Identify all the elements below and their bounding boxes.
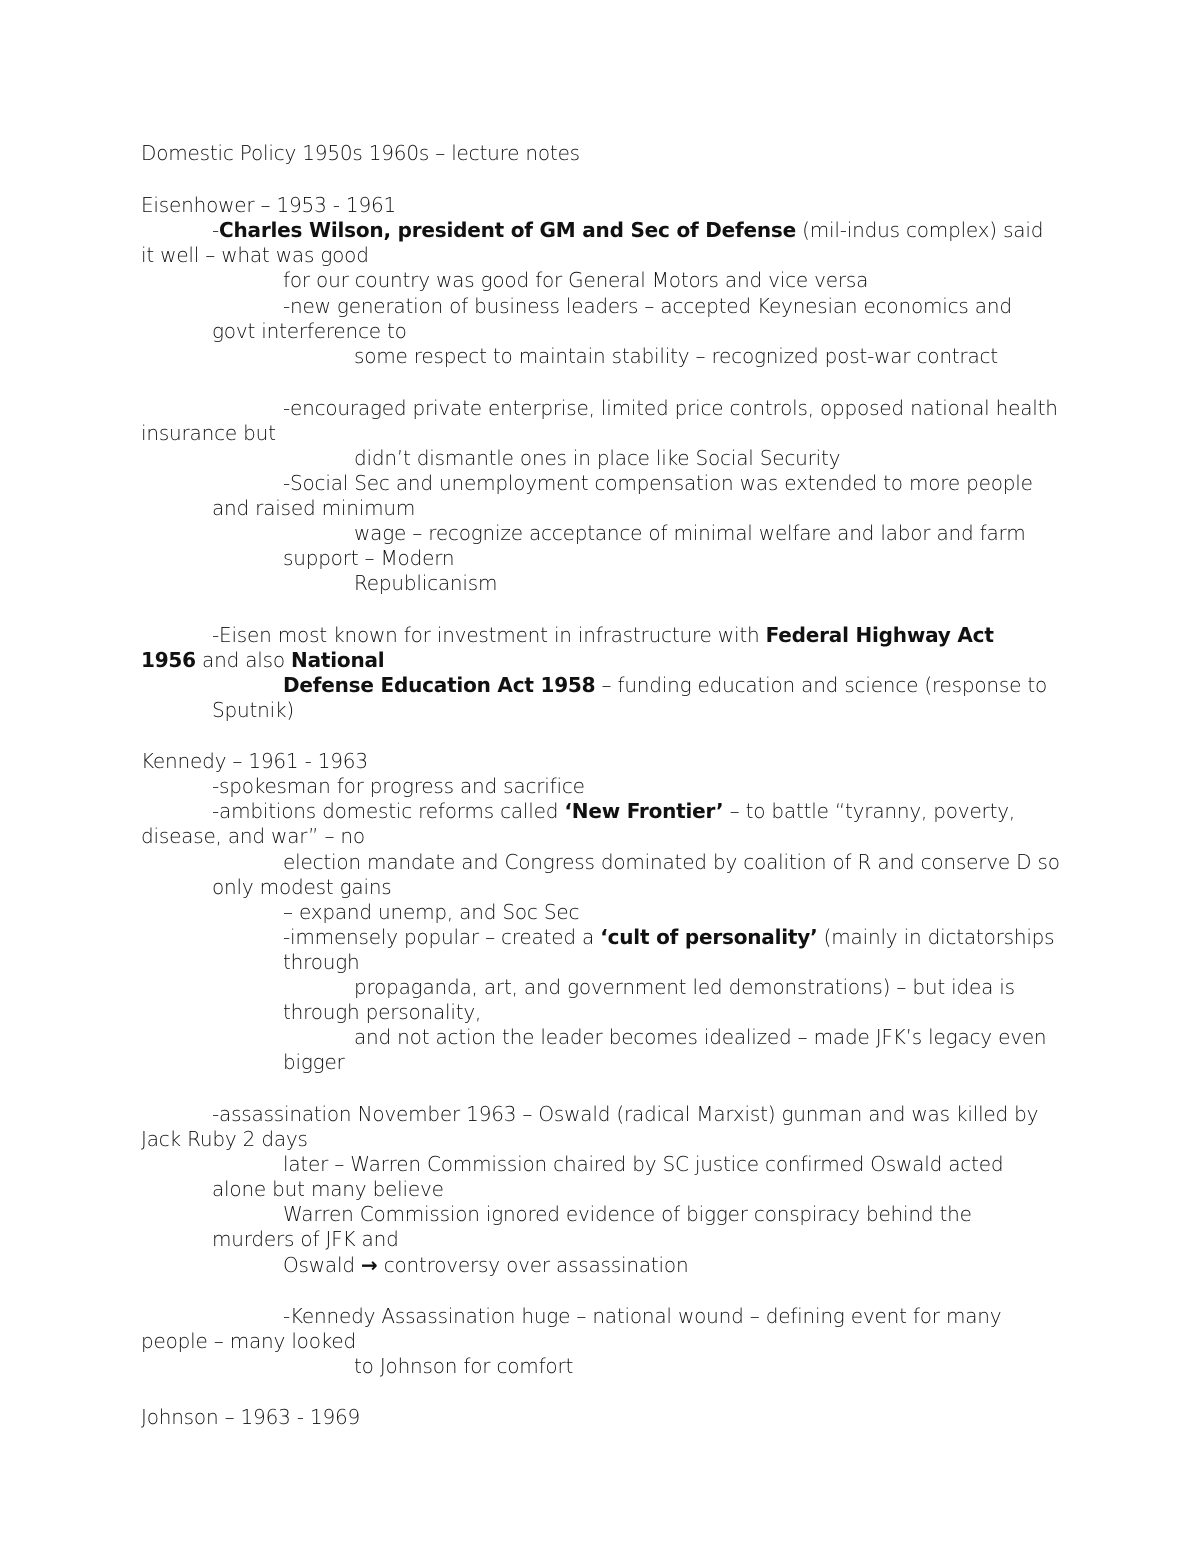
note-line-ken-2e — [283, 900, 579, 925]
note-line-ken-4e — [283, 1202, 972, 1227]
note-line-eisenhower-heading — [141, 193, 396, 218]
text-segment: Republicanism — [354, 571, 498, 595]
document-title: Domestic Policy 1950s 1960s – lecture notes — [141, 141, 580, 165]
note-line-eis-4b — [212, 496, 415, 521]
text-segment: Eisenhower – 1953 - 1961 — [141, 193, 397, 217]
text-segment: – expand unemp, and Soc Sec — [283, 900, 580, 924]
note-line-ken-5a — [283, 1304, 1001, 1329]
bold-term: Defense Education Act 1958 — [283, 673, 596, 697]
text-segment: govt interference to — [212, 319, 407, 343]
note-line-eis-1a — [212, 218, 1043, 243]
text-segment: (mil-indus complex) said — [796, 218, 1044, 242]
text-segment: and also — [195, 648, 292, 672]
text-segment: -spokesman for progress and sacrifice — [212, 774, 585, 798]
text-segment: -Kennedy Assassination huge – national wound – defining event for many — [283, 1304, 1002, 1328]
text-segment: it well – what was good — [141, 243, 369, 267]
text-segment: -Eisen most known for investment in infrastructure with — [212, 623, 766, 647]
note-line-johnson-heading — [141, 1405, 360, 1430]
text-segment: and raised minimum — [212, 496, 416, 520]
note-line-ken-4b — [141, 1127, 308, 1152]
text-segment: Johnson – 1963 - 1969 — [141, 1405, 361, 1429]
bold-term: Charles Wilson, president of GM and Sec of Defense — [219, 218, 796, 242]
text-segment: -assassination November 1963 – Oswald (radical Marxist) gunman and was killed by — [212, 1102, 1039, 1126]
note-line-ken-2c — [283, 850, 1060, 875]
text-segment: propaganda, art, and government led demonstrations) – but idea is — [354, 975, 1015, 999]
note-line-ken-3d — [283, 1000, 481, 1025]
text-segment: disease, and war” – no — [141, 824, 365, 848]
text-segment: through — [283, 950, 360, 974]
note-line-eis-4c — [354, 521, 1026, 546]
text-segment: Kennedy – 1961 - 1963 — [141, 749, 368, 773]
text-segment: and not action the leader becomes idealized – made JFK’s legacy even — [354, 1025, 1047, 1049]
note-line-eis-5a — [212, 623, 994, 648]
text-segment: Jack Ruby 2 days — [141, 1127, 308, 1151]
text-segment: Warren Commission ignored evidence of bigger conspiracy behind the — [283, 1202, 972, 1226]
text-segment: -Social Sec and unemployment compensation was extended to more people — [283, 471, 1033, 495]
bold-term: → — [361, 1253, 378, 1277]
note-line-ken-4c — [283, 1152, 1003, 1177]
text-segment: Oswald — [283, 1253, 361, 1277]
text-segment: – to battle “tyranny, poverty, — [723, 799, 1016, 823]
text-segment: wage – recognize acceptance of minimal welfare and labor and farm — [354, 521, 1026, 545]
note-line-eis-5c — [283, 673, 1047, 698]
note-line-ken-3e — [354, 1025, 1046, 1050]
note-line-eis-3a — [283, 396, 1058, 421]
text-segment: controversy over assassination — [377, 1253, 689, 1277]
note-line-ken-4g — [283, 1253, 688, 1278]
text-segment: -new generation of business leaders – accepted Keynesian economics and — [283, 294, 1012, 318]
note-line-ken-5c — [354, 1354, 573, 1379]
note-line-eis-2a — [283, 294, 1012, 319]
text-segment: didn’t dismantle ones in place like Social Security — [354, 446, 841, 470]
bold-term: Federal Highway Act — [765, 623, 994, 647]
text-segment: bigger — [283, 1050, 345, 1074]
text-segment: later – Warren Commission chaired by SC justice confirmed Oswald acted — [283, 1152, 1004, 1176]
note-line-ken-5b — [141, 1329, 356, 1354]
text-segment: - — [212, 218, 220, 242]
note-line-ken-3f — [283, 1050, 345, 1075]
bold-term: ‘New Frontier’ — [564, 799, 724, 823]
text-segment: Sputnik) — [212, 698, 294, 722]
note-line-ken-4d — [212, 1177, 444, 1202]
text-segment: -encouraged private enterprise, limited price controls, opposed national health — [283, 396, 1058, 420]
text-segment: murders of JFK and — [212, 1227, 399, 1251]
note-line-eis-5b — [141, 648, 384, 673]
text-segment: alone but many believe — [212, 1177, 444, 1201]
note-line-ken-1 — [212, 774, 585, 799]
text-segment: – funding education and science (response to — [595, 673, 1048, 697]
note-line-ken-4f — [212, 1227, 399, 1252]
note-line-ken-4a — [212, 1102, 1038, 1127]
text-segment: -immensely popular – created a — [283, 925, 601, 949]
text-segment: -ambitions domestic reforms called — [212, 799, 565, 823]
text-segment: for our country was good for General Motors and vice versa — [283, 268, 869, 292]
note-line-eis-4a — [283, 471, 1033, 496]
note-line-eis-2c — [354, 344, 998, 369]
bold-term: National — [291, 648, 385, 672]
note-line-ken-2b — [141, 824, 365, 849]
note-line-eis-5d — [212, 698, 294, 723]
note-line-eis-3b — [141, 421, 276, 446]
note-line-ken-2a — [212, 799, 1015, 824]
note-line-kennedy-heading — [141, 749, 368, 774]
text-segment: people – many looked — [141, 1329, 357, 1353]
bold-term: 1956 — [141, 648, 196, 672]
note-line-eis-1c — [283, 268, 868, 293]
note-line-ken-3b — [283, 950, 360, 975]
text-segment: to Johnson for comfort — [354, 1354, 574, 1378]
note-line-eis-4d — [283, 546, 454, 571]
note-line-ken-3c — [354, 975, 1015, 1000]
note-line-eis-1b — [141, 243, 369, 268]
text-segment: insurance but — [141, 421, 276, 445]
note-line-ken-2d — [212, 875, 392, 900]
text-segment: only modest gains — [212, 875, 392, 899]
note-line-eis-3c — [354, 446, 840, 471]
note-line-ken-3a — [283, 925, 1054, 950]
text-segment: through personality, — [283, 1000, 482, 1024]
note-line-eis-2b — [212, 319, 407, 344]
bold-term: ‘cult of personality’ — [600, 925, 818, 949]
text-segment: some respect to maintain stability – recognized post-war contract — [354, 344, 998, 368]
text-segment: election mandate and Congress dominated by coalition of R and conserve D so — [283, 850, 1060, 874]
text-segment: (mainly in dictatorships — [817, 925, 1055, 949]
text-segment: support – Modern — [283, 546, 455, 570]
note-line-eis-4e — [354, 571, 497, 596]
